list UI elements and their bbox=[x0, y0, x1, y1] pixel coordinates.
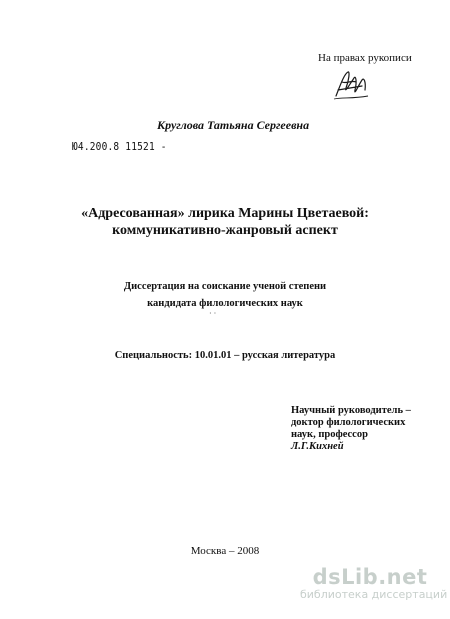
handwritten-signature bbox=[332, 66, 372, 102]
thesis-title bbox=[0, 205, 450, 239]
degree-statement-line-2: кандидата филологических наук bbox=[147, 298, 303, 309]
registration-code: Ю4.200.8 11521 - bbox=[72, 141, 167, 154]
degree-statement-line-1: Диссертация на соискание ученой степени bbox=[123, 281, 327, 292]
scan-dots: · · bbox=[209, 309, 217, 318]
advisor-line-1: Научный руководитель – bbox=[291, 405, 411, 416]
advisor-block bbox=[291, 405, 411, 453]
degree-statement bbox=[0, 278, 450, 312]
watermark-logo: dsLib.net bbox=[312, 565, 428, 589]
rights-notice: На правах рукописи bbox=[318, 52, 412, 64]
city-year: Москва – 2008 bbox=[190, 545, 260, 557]
advisor-line-3: наук, профессор bbox=[291, 429, 368, 440]
advisor-line-2: доктор филологических bbox=[291, 417, 406, 428]
advisor-name: Л.Г.Кихней bbox=[291, 441, 344, 452]
thesis-title-line-1: «Адресованная» лирика Марины Цветаевой: bbox=[81, 206, 369, 221]
author-name: Круглова Татьяна Сергеевна bbox=[157, 118, 310, 132]
watermark-caption: библиотека диссертаций bbox=[300, 588, 448, 601]
watermark bbox=[300, 565, 448, 602]
thesis-title-line-2: коммуникативно-жанровый аспект bbox=[112, 223, 338, 238]
specialty-line: Специальность: 10.01.01 – русская литература bbox=[114, 350, 336, 361]
